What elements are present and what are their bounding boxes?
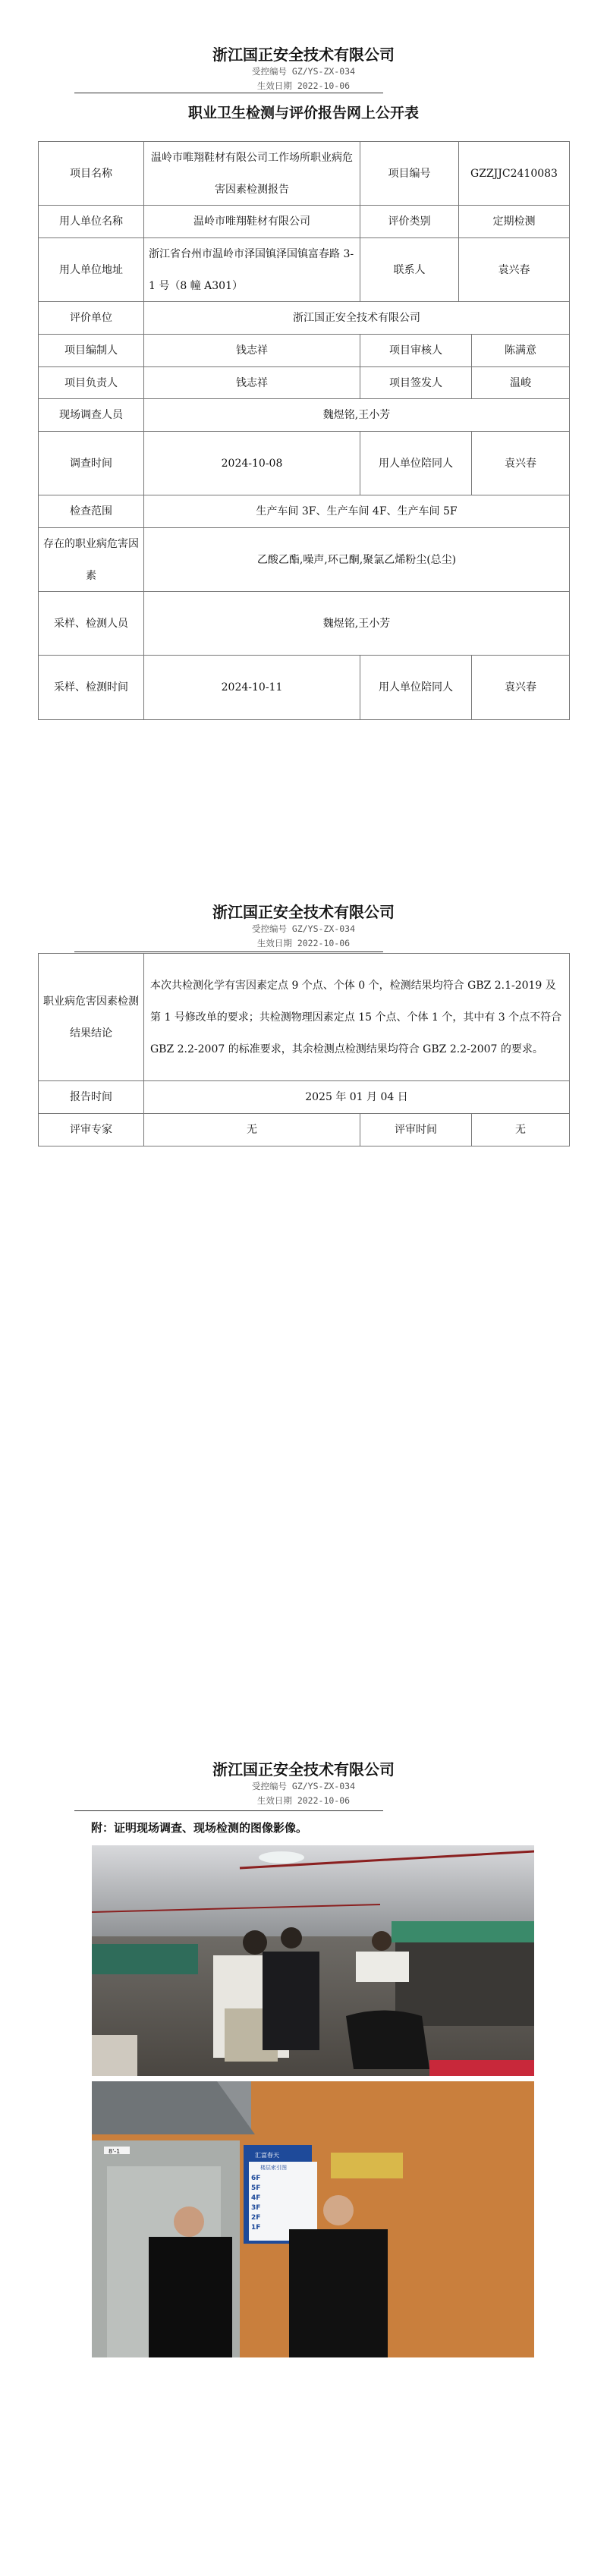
entrance-photo-image — [92, 2081, 534, 2357]
label: 项目审核人 — [360, 335, 472, 367]
value: 乙酸乙酯,噪声,环己酮,聚氯乙烯粉尘(总尘) — [144, 528, 570, 592]
value: 温岭市唯翔鞋材有限公司 — [144, 206, 360, 238]
table-row — [39, 206, 570, 238]
header-divider — [74, 951, 383, 952]
table-row — [39, 238, 570, 302]
value: 浙江省台州市温岭市泽国镇泽国镇富春路 3-1 号（8 幢 A301） — [144, 238, 360, 302]
company-name: 浙江国正安全技术有限公司 — [212, 46, 395, 64]
value: 魏煜铭,王小芳 — [144, 399, 570, 432]
value: 无 — [472, 1114, 570, 1146]
label: 存在的职业病危害因素 — [39, 528, 144, 592]
label: 评审时间 — [360, 1114, 472, 1146]
effective-date: 生效日期 2022-10-06 — [256, 1795, 351, 1806]
label: 职业病危害因素检测结果结论 — [39, 954, 144, 1081]
company-name: 浙江国正安全技术有限公司 — [212, 1760, 395, 1779]
label: 评审专家 — [39, 1114, 144, 1146]
label: 采样、检测人员 — [39, 592, 144, 656]
label: 调查时间 — [39, 432, 144, 495]
disclosure-table — [38, 141, 570, 720]
floor-label: 4F — [251, 2194, 261, 2202]
effective-date: 生效日期 2022-10-06 — [256, 938, 351, 948]
value: 生产车间 3F、生产车间 4F、生产车间 5F — [144, 495, 570, 528]
company-name: 浙江国正安全技术有限公司 — [212, 903, 395, 921]
letterhead-p2 — [0, 902, 607, 951]
value: 定期检测 — [459, 206, 570, 238]
label: 用人单位陪同人 — [360, 432, 472, 495]
value: 温岭市唯翔鞋材有限公司工作场所职业病危害因素检测报告 — [144, 142, 360, 206]
attachment-note: 附：证明现场调查、现场检测的图像影像。 — [91, 1821, 308, 1835]
label: 现场调查人员 — [39, 399, 144, 432]
workshop-photo — [92, 1845, 534, 2076]
table-row — [39, 495, 570, 528]
effective-date: 生效日期 2022-10-06 — [256, 80, 351, 91]
value: 钱志祥 — [144, 367, 360, 399]
label: 项目签发人 — [360, 367, 472, 399]
entrance-photo — [92, 2081, 534, 2357]
table-row — [39, 335, 570, 367]
label: 项目负责人 — [39, 367, 144, 399]
value: 魏煜铭,王小芳 — [144, 592, 570, 656]
value: 袁兴春 — [459, 238, 570, 302]
label: 项目名称 — [39, 142, 144, 206]
value: 陈满意 — [472, 335, 570, 367]
floor-label: 1F — [251, 2224, 261, 2232]
value: 2024-10-11 — [144, 656, 360, 720]
label: 项目编制人 — [39, 335, 144, 367]
conclusion-table — [38, 953, 570, 1146]
table-row — [39, 592, 570, 656]
table-row — [39, 302, 570, 335]
table-row — [39, 432, 570, 495]
value: 无 — [144, 1114, 360, 1146]
label: 评价单位 — [39, 302, 144, 335]
page-title: 职业卫生检测与评价报告网上公开表 — [187, 105, 419, 121]
label: 报告时间 — [39, 1081, 144, 1114]
table-row — [39, 399, 570, 432]
letterhead-p1 — [0, 45, 607, 93]
table-row — [39, 954, 570, 1081]
value: 2024-10-08 — [144, 432, 360, 495]
floor-label: 6F — [251, 2175, 261, 2182]
workshop-photo-image — [92, 1845, 534, 2076]
label: 用人单位名称 — [39, 206, 144, 238]
label: 评价类别 — [360, 206, 459, 238]
label: 检查范围 — [39, 495, 144, 528]
sign-brand: 汇富春天 — [255, 2152, 279, 2159]
floor-label: 2F — [251, 2214, 261, 2222]
conclusion-text: 本次共检测化学有害因素定点 9 个点、个体 0 个，检测结果均符合 GBZ 2.1-2019 及第 1 号修改单的要求；共检测物理因素定点 15 个点、个体 1 个，其中有 3 个点不符合 GBZ 2.2-2007 的标准要求，其余检测点检测结果均符合 GBZ 2.2-2007 的要求。 — [144, 954, 570, 1081]
table-row — [39, 528, 570, 592]
table-row — [39, 656, 570, 720]
label: 用人单位陪同人 — [360, 656, 472, 720]
building-number: 8'-1 — [109, 2148, 121, 2155]
table-row — [39, 1081, 570, 1114]
table-row — [39, 367, 570, 399]
table-row — [39, 1114, 570, 1146]
header-divider — [74, 1810, 383, 1811]
value: 温峻 — [472, 367, 570, 399]
control-number: 受控编号 GZ/YS-ZX-034 — [251, 923, 355, 934]
label: 用人单位地址 — [39, 238, 144, 302]
control-number: 受控编号 GZ/YS-ZX-034 — [251, 66, 355, 77]
label: 联系人 — [360, 238, 459, 302]
value: GZZJJC2410083 — [459, 142, 570, 206]
label: 项目编号 — [360, 142, 459, 206]
sign-title: 楼层索引图 — [260, 2165, 287, 2171]
value: 2025 年 01 月 04 日 — [144, 1081, 570, 1114]
value: 钱志祥 — [144, 335, 360, 367]
value: 浙江国正安全技术有限公司 — [144, 302, 570, 335]
value: 袁兴春 — [472, 432, 570, 495]
control-number: 受控编号 GZ/YS-ZX-034 — [251, 1781, 355, 1791]
floor-label: 5F — [251, 2184, 261, 2192]
table-row — [39, 142, 570, 206]
letterhead-p3 — [0, 1760, 607, 1808]
floor-label: 3F — [251, 2204, 261, 2212]
value: 袁兴春 — [472, 656, 570, 720]
label: 采样、检测时间 — [39, 656, 144, 720]
